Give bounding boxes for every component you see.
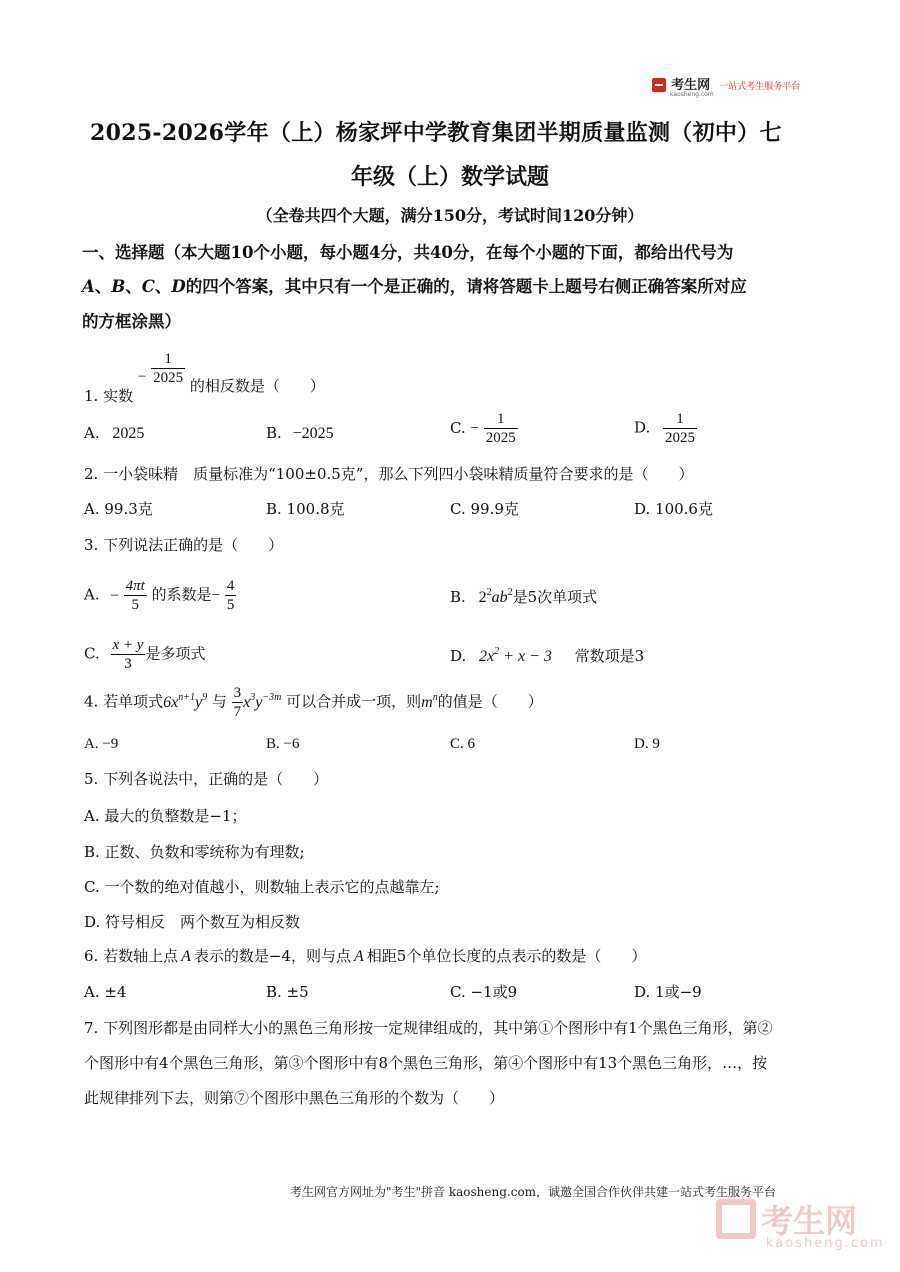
- logo-brand: 考生网: [671, 78, 711, 93]
- q6-option-c[interactable]: C. −1或9: [450, 983, 518, 1001]
- q4-exp1: n+1: [178, 691, 195, 703]
- section1-line2-rest: 的四个答案，其中只有一个是正确的，请将答题卡上题号右侧正确答案所对应: [185, 277, 747, 296]
- section1-line3: 的方框涂黑）: [82, 312, 181, 331]
- q1-frac-num: 1: [151, 350, 185, 369]
- q3-a-mid: 的系数是: [151, 585, 212, 604]
- q4-term2: x: [243, 693, 251, 711]
- watermark-logo-icon: [716, 1199, 756, 1239]
- sep-2: 、: [125, 277, 142, 296]
- q1-stem: 1. 实数 − $\frac{1}{2025}$ 的相反数是（ ）: [84, 351, 325, 405]
- page-subtitle: （全卷共四个大题，满分150分，考试时间120分钟）: [256, 206, 644, 225]
- q3-a-num2: 4: [226, 578, 235, 594]
- q1-c-label: C.: [450, 418, 466, 437]
- q3-c-num: x + y: [112, 637, 144, 653]
- q1-b-label: B.: [266, 424, 282, 442]
- q3-option-a[interactable]: A. − $\frac{4\pi t}{5}$ 的系数是− $\frac{4}{5}$: [84, 578, 235, 613]
- q2-option-b[interactable]: B. 100.8克: [266, 500, 345, 518]
- q4-option-a[interactable]: A. −9: [84, 736, 119, 752]
- q4-mexp: n: [432, 691, 438, 703]
- q1-suffix: 的相反数是（ ）: [189, 376, 325, 395]
- q4-stem: [84, 684, 543, 721]
- q4-exp2b: −3m: [262, 691, 282, 703]
- q1-b-value: −2025: [292, 425, 334, 442]
- watermark-brand: 考生网: [761, 1202, 858, 1240]
- q1-c-num: 1: [484, 410, 518, 429]
- q5-option-d[interactable]: D. 符号相反 两个数互为相反数: [84, 913, 301, 931]
- header-logo: [652, 74, 800, 98]
- q4-option-b[interactable]: B. −6: [266, 736, 300, 752]
- q4-fraction: [232, 684, 244, 721]
- q6-mid: 表示的数是−4，则与点: [193, 947, 351, 965]
- q6-stem: [84, 946, 646, 967]
- sep-3: 、: [154, 277, 172, 296]
- q4-frac-num: 3: [233, 685, 242, 701]
- q4-y1: y: [194, 693, 203, 711]
- q3-b-rest: 是5次单项式: [512, 588, 598, 606]
- q3-d-expr: 2x: [479, 648, 495, 665]
- q4-mid: 与: [211, 692, 227, 711]
- q4-option-d[interactable]: D. 9: [634, 736, 660, 752]
- q5-option-a[interactable]: A. 最大的负整数是−1；: [84, 807, 247, 825]
- q1-a-label: A.: [84, 424, 100, 442]
- q3-b-ab: ab: [491, 589, 508, 606]
- q6-option-b[interactable]: B. ±5: [266, 983, 309, 1001]
- q4-suffix: 的值是（ ）: [437, 692, 543, 711]
- q1-option-c[interactable]: C. − $\frac{1}{2025}$: [450, 411, 516, 446]
- q1-d-den: 2025: [665, 430, 696, 446]
- q4-option-c[interactable]: C. 6: [450, 736, 476, 752]
- watermark: [716, 1196, 885, 1251]
- q6-point-a2: A: [354, 948, 364, 965]
- q4-exp2: 3: [250, 691, 256, 703]
- q4-exp1b: 9: [202, 691, 208, 703]
- q1-c-fraction: [484, 410, 518, 447]
- q6-option-d[interactable]: D. 1或−9: [634, 983, 702, 1001]
- q5-stem: 5. 下列各说法中，正确的是（ ）: [84, 770, 329, 788]
- q1-option-b[interactable]: [266, 423, 334, 444]
- q4-y2: y: [255, 693, 263, 711]
- option-b-letter: B: [111, 277, 126, 296]
- page-title-line1: 2025-2026学年（上）杨家坪中学教育集团半期质量监测（初中）七: [90, 120, 782, 146]
- q3-d-label: D.: [450, 647, 467, 665]
- q3-c-fraction: [111, 636, 146, 673]
- q3-b-base: 2: [478, 589, 487, 606]
- q1-frac-den: 2025: [153, 370, 184, 386]
- q3-b-exp2: 2: [507, 587, 513, 598]
- section1-line2: [82, 273, 747, 297]
- q3-c-rest: 是多项式: [145, 644, 206, 663]
- option-d-letter: D: [171, 277, 186, 296]
- q3-option-d[interactable]: [450, 646, 644, 667]
- q6-post: 相距5个单位长度的点表示的数是（ ）: [366, 947, 647, 965]
- q1-option-a[interactable]: [84, 423, 144, 444]
- q6-point-a: A: [181, 948, 191, 965]
- q1-d-label: D.: [634, 418, 651, 437]
- q1-prefix: 1. 实数: [84, 386, 134, 405]
- q2-stem: 2. 一小袋味精 质量标准为“100±0.5克”，那么下列四小袋味精质量符合要求的是（ ）: [84, 465, 694, 483]
- logo-icon: [652, 78, 666, 92]
- q1-d-num: 1: [663, 410, 697, 429]
- q3-b-label: B.: [450, 588, 466, 606]
- q4-mid2: 可以合并成一项，则: [286, 692, 422, 711]
- page-title-line2: 年级（上）数学试题: [350, 164, 549, 190]
- q2-option-a[interactable]: A. 99.3克: [84, 500, 153, 518]
- q4-term1: 6x: [163, 693, 179, 711]
- q6-option-a[interactable]: A. ±4: [84, 983, 127, 1001]
- q3-a-fraction: [124, 577, 147, 614]
- q1-a-value: 2025: [112, 425, 145, 442]
- q2-option-c[interactable]: C. 99.9克: [450, 500, 519, 518]
- q1-option-d[interactable]: [634, 410, 697, 447]
- q5-option-c[interactable]: C. 一个数的绝对值越小，则数轴上表示它的点越靠左;: [84, 878, 440, 896]
- q4-prefix: 4. 若单项式: [84, 692, 164, 711]
- watermark-site: kaosheng.com: [766, 1236, 885, 1251]
- q3-option-b[interactable]: [450, 587, 597, 608]
- q3-d-tail: 常数项是3: [574, 647, 645, 665]
- q7-line3: 此规律排列下去，则第⑦个图形中黑色三角形的个数为（ ）: [84, 1089, 505, 1107]
- q5-option-b[interactable]: B. 正数、负数和零统称为有理数;: [84, 843, 305, 861]
- q7-line1: 7. 下列图形都是由同样大小的黑色三角形按一定规律组成的，其中第①个图形中有1个黑色三角形，第②: [84, 1019, 773, 1037]
- q3-c-label: C.: [84, 644, 100, 663]
- q1-fraction: [151, 350, 185, 387]
- sep-1: 、: [94, 277, 112, 296]
- q3-a-label: A.: [84, 585, 100, 604]
- option-a-letter: A: [82, 277, 95, 296]
- q6-pre: 6. 若数轴上点: [84, 947, 179, 965]
- option-c-letter: C: [141, 277, 155, 296]
- q3-a-fraction2: [225, 577, 237, 614]
- section1-line1: 一、选择题（本大题10个小题，每小题4分，共40分，在每个小题的下面，都给出代号为: [82, 243, 734, 262]
- q3-b-exp1: 2: [486, 587, 492, 598]
- q2-option-d[interactable]: D. 100.6克: [634, 500, 713, 518]
- q3-stem: 3. 下列说法正确的是（ ）: [84, 536, 284, 554]
- q4-frac-den: 7: [233, 704, 242, 720]
- logo-slogan: 一站式考生服务平台: [719, 82, 801, 92]
- q3-c-den: 3: [124, 656, 132, 672]
- q3-d-rest: + x − 3: [499, 648, 552, 665]
- q3-option-c[interactable]: [84, 636, 205, 673]
- q7-line2: 个图形中有4个黑色三角形，第③个图形中有8个黑色三角形，第④个图形中有13个黑色三角形，…，按: [84, 1054, 768, 1072]
- q1-c-den: 2025: [485, 430, 516, 446]
- q3-a-den: 5: [131, 597, 139, 613]
- q3-a-num: 4πt: [125, 578, 145, 594]
- logo-site: kaosheng.com: [670, 91, 714, 98]
- q3-a-den2: 5: [226, 597, 235, 613]
- footer-text: 考生网官方网址为"考生"拼音 kaosheng.com，诚邀全国合作伙伴共建一站式考生服务平台: [290, 1185, 777, 1199]
- q4-m: m: [421, 693, 433, 711]
- q3-d-exp: 2: [494, 646, 500, 657]
- q1-d-fraction: [663, 410, 697, 447]
